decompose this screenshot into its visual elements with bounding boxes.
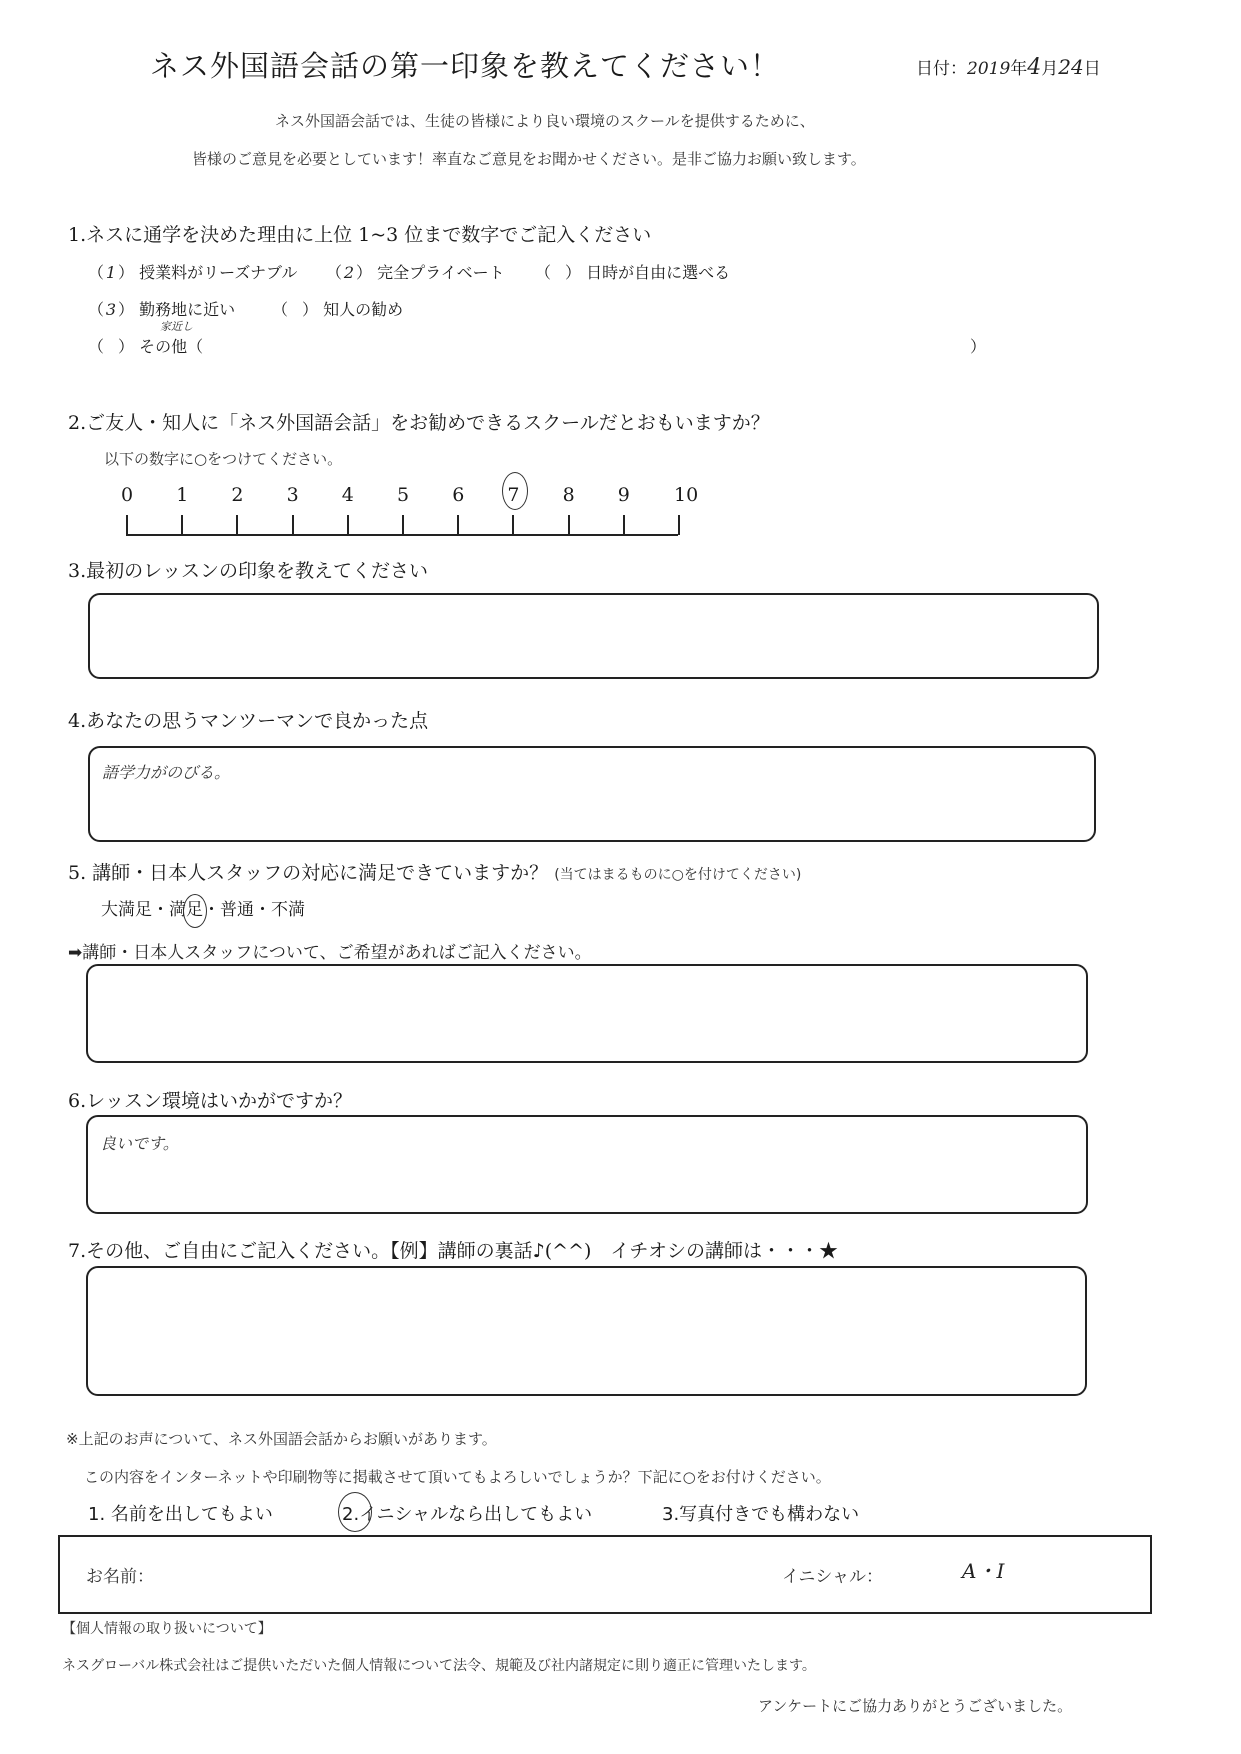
selection-circle (338, 1492, 372, 1532)
scale-tick (236, 515, 238, 535)
q1-other-close: ） (970, 337, 987, 356)
q1-option-2-mark[interactable]: 2 (343, 263, 355, 282)
q1-option-3[interactable] (535, 260, 730, 283)
q3-heading: 3.最初のレッスンの印象を教えてください (68, 560, 428, 582)
scale-tick (347, 515, 349, 535)
paren-open: （ (88, 263, 105, 282)
q1-option-2[interactable] (326, 260, 505, 283)
scale-option-8[interactable]: 8 (562, 484, 575, 506)
scale-option-3[interactable]: 3 (286, 484, 299, 506)
q1-option-3-label: 日時が自由に選べる (586, 263, 731, 282)
q1-option-6-label: その他（ (139, 337, 204, 356)
name-label: お名前： (86, 1567, 154, 1587)
name-box (58, 1535, 1152, 1614)
q5-heading (68, 858, 801, 885)
q4-heading: 4.あなたの思うマンツーマンで良かった点 (68, 710, 429, 732)
scale-tick (402, 515, 404, 535)
scale-option-10[interactable]: 10 (674, 484, 699, 506)
scale-option-2[interactable]: 2 (231, 484, 244, 506)
paren-open: （ (88, 300, 105, 319)
q1-option-4-mark[interactable]: 3 (105, 300, 117, 319)
date-label: 日付： (916, 59, 967, 79)
scale-tick (126, 515, 128, 535)
q5-heading-text: 5. 講師・日本人スタッフの対応に満足できていますか？ (68, 862, 549, 884)
q5-choice-4[interactable]: 不満 (271, 900, 305, 920)
scale-tick (568, 515, 570, 535)
q5-choice-2[interactable] (169, 900, 203, 920)
scale-tick (623, 515, 625, 535)
q1-option-1[interactable] (88, 260, 297, 283)
date-month: 4 (1027, 55, 1042, 80)
paren-open: （ (326, 263, 343, 282)
q1-option-5[interactable] (272, 297, 403, 320)
q4-answer: 語学力がのびる。 (102, 763, 231, 782)
scale-option-9[interactable]: 9 (617, 484, 630, 506)
consent-notice: ※上記のお声について、ネス外国語会話からお願いがあります。 (66, 1430, 497, 1448)
q1-other-annotation: 家近し (160, 320, 193, 333)
paren-open: （ (535, 263, 552, 282)
selection-circle (502, 472, 528, 510)
q5-note: (当てはまるものに○を付けてください) (554, 867, 802, 883)
paren-open: （ (272, 300, 289, 319)
scale-option-4[interactable]: 4 (341, 484, 354, 506)
q1-option-4[interactable] (88, 297, 235, 320)
q1-option-4-label: 勤務地に近い (139, 300, 236, 319)
month-unit: 月 (1041, 59, 1059, 79)
q1-option-2-label: 完全プライベート (377, 263, 505, 282)
scale-option-5[interactable]: 5 (397, 484, 410, 506)
q3-answer-box[interactable] (88, 593, 1099, 679)
privacy-body: ネスグローバル株式会社はご提供いただいた個人情報について法令、規範及び社内諸規定に則り適正に管理いたします。 (62, 1658, 816, 1674)
q5-choice-1[interactable]: 大満足 (101, 900, 152, 920)
scale-tick (678, 515, 680, 535)
q6-answer-box[interactable] (86, 1115, 1088, 1214)
year-unit: 年 (1010, 59, 1028, 79)
q2-instruction: 以下の数字に○をつけてください。 (104, 450, 343, 468)
q5-answer-box[interactable] (86, 964, 1088, 1063)
scale-option-6[interactable]: 6 (452, 484, 465, 506)
q2-heading: 2.ご友人・知人に「ネス外国語会話」をお勧めできるスクールだとおもいますか？ (68, 412, 770, 434)
q5-choice-2-label: 満足 (169, 900, 203, 920)
scale-tick (457, 515, 459, 535)
q5-choice-3[interactable]: 普通 (220, 900, 254, 920)
q5-choices (101, 895, 305, 920)
paren-close: ） (118, 300, 135, 319)
paren-open: （ (88, 337, 105, 356)
selection-circle (183, 894, 207, 928)
scale-tick (292, 515, 294, 535)
q1-option-5-label: 知人の勧め (323, 300, 404, 319)
scale-tick (512, 515, 514, 535)
paren-close: ） (356, 263, 373, 282)
intro-line-1: ネス外国語会話では、生徒の皆様により良い環境のスクールを提供するために、 (275, 112, 815, 130)
consent-option-2-label: 2.イニシャルなら出してもよい (342, 1504, 593, 1525)
q6-heading: 6.レッスン環境はいかがですか？ (68, 1090, 352, 1112)
privacy-heading: 【個人情報の取り扱いについて】 (62, 1621, 272, 1637)
q6-answer: 良いです。 (100, 1134, 179, 1153)
date-year: 2019 (967, 59, 1011, 79)
consent-question: この内容をインターネットや印刷物等に掲載させて頂いてもよろしいでしょうか？下記に○をお付けください。 (84, 1468, 831, 1486)
q7-heading: 7.その他、ご自由にご記入ください。【例】講師の裏話♪(^^) イチオシの講師は・・・★ (68, 1240, 839, 1262)
q1-option-6[interactable] (88, 334, 203, 357)
day-unit: 日 (1083, 59, 1101, 79)
consent-option-3[interactable]: 3.写真付きでも構わない (662, 1504, 860, 1525)
separator: ・ (254, 900, 271, 920)
paren-close: ） (118, 263, 135, 282)
paren-close: ） (118, 337, 135, 356)
q1-option-1-mark[interactable]: 1 (105, 263, 117, 282)
paren-close: ） (302, 300, 319, 319)
separator: ・ (203, 900, 220, 920)
page-title: ネス外国語会話の第一印象を教えてください！ (150, 49, 781, 83)
paren-close: ） (565, 263, 582, 282)
q5-followup: ➡講師・日本人スタッフについて、ご希望があればご記入ください。 (68, 943, 592, 963)
scale-option-1[interactable]: 1 (176, 484, 189, 506)
initial-label: イニシャル： (782, 1567, 883, 1587)
consent-option-2[interactable] (342, 1500, 592, 1526)
thanks-message: アンケートにご協力ありがとうございました。 (758, 1697, 1073, 1715)
scale-option-7[interactable]: 7 (507, 484, 520, 506)
q1-option-1-label: 授業料がリーズナブル (139, 263, 298, 282)
scale-tick (181, 515, 183, 535)
initial-value[interactable]: A・I (962, 1559, 1005, 1583)
separator: ・ (152, 900, 169, 920)
scale-option-0[interactable]: 0 (121, 484, 134, 506)
consent-option-1[interactable]: 1. 名前を出してもよい (88, 1504, 273, 1525)
q7-answer-box[interactable] (86, 1266, 1087, 1396)
date-day: 24 (1058, 55, 1084, 79)
intro-line-2: 皆様のご意見を必要としています！率直なご意見をお聞かせください。是非ご協力お願い致します。 (192, 150, 866, 168)
date-field[interactable] (916, 54, 1101, 80)
q4-answer-box[interactable] (88, 746, 1096, 842)
scale-baseline (126, 534, 678, 536)
q1-heading: 1.ネスに通学を決めた理由に上位 1~3 位まで数字でご記入ください (68, 224, 652, 246)
